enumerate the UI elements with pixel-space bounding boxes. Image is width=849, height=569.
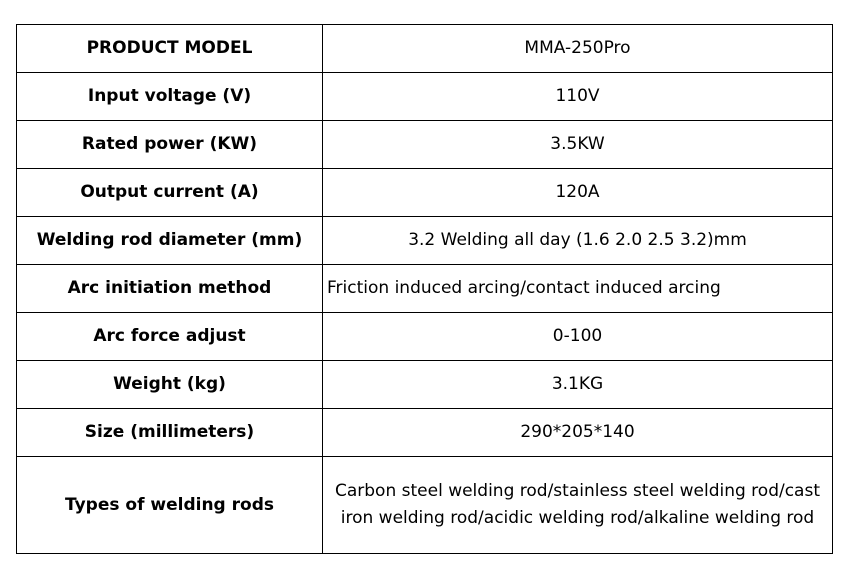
- product-spec-table: [16, 24, 833, 554]
- spec-value: 120A: [323, 169, 833, 217]
- table-row: [17, 169, 833, 217]
- spec-label: Weight (kg): [17, 361, 323, 409]
- table-row: [17, 361, 833, 409]
- spec-value: 3.5KW: [323, 121, 833, 169]
- table-row: [17, 73, 833, 121]
- table-row: [17, 217, 833, 265]
- spec-value: 3.2 Welding all day (1.6 2.0 2.5 3.2)mm: [323, 217, 833, 265]
- spec-label: Input voltage (V): [17, 73, 323, 121]
- spec-label: Size (millimeters): [17, 409, 323, 457]
- spec-value: 3.1KG: [323, 361, 833, 409]
- spec-label: Arc initiation method: [17, 265, 323, 313]
- spec-value: MMA-250Pro: [323, 25, 833, 73]
- table-row: [17, 265, 833, 313]
- table-row: [17, 313, 833, 361]
- table-row: [17, 457, 833, 554]
- table-row: [17, 409, 833, 457]
- spec-value: 0-100: [323, 313, 833, 361]
- spec-label: Rated power (KW): [17, 121, 323, 169]
- table-row: [17, 121, 833, 169]
- spec-value: 110V: [323, 73, 833, 121]
- spec-label: Arc force adjust: [17, 313, 323, 361]
- spec-label: Types of welding rods: [17, 457, 323, 554]
- spec-value: Friction induced arcing/contact induced arcing: [323, 265, 833, 313]
- spec-label: Welding rod diameter (mm): [17, 217, 323, 265]
- spec-label: Output current (A): [17, 169, 323, 217]
- spec-value: 290*205*140: [323, 409, 833, 457]
- spec-label: PRODUCT MODEL: [17, 25, 323, 73]
- spec-value: Carbon steel welding rod/stainless steel welding rod/cast iron welding rod/acidic welding rod/alkaline welding rod: [323, 457, 833, 554]
- table-row: [17, 25, 833, 73]
